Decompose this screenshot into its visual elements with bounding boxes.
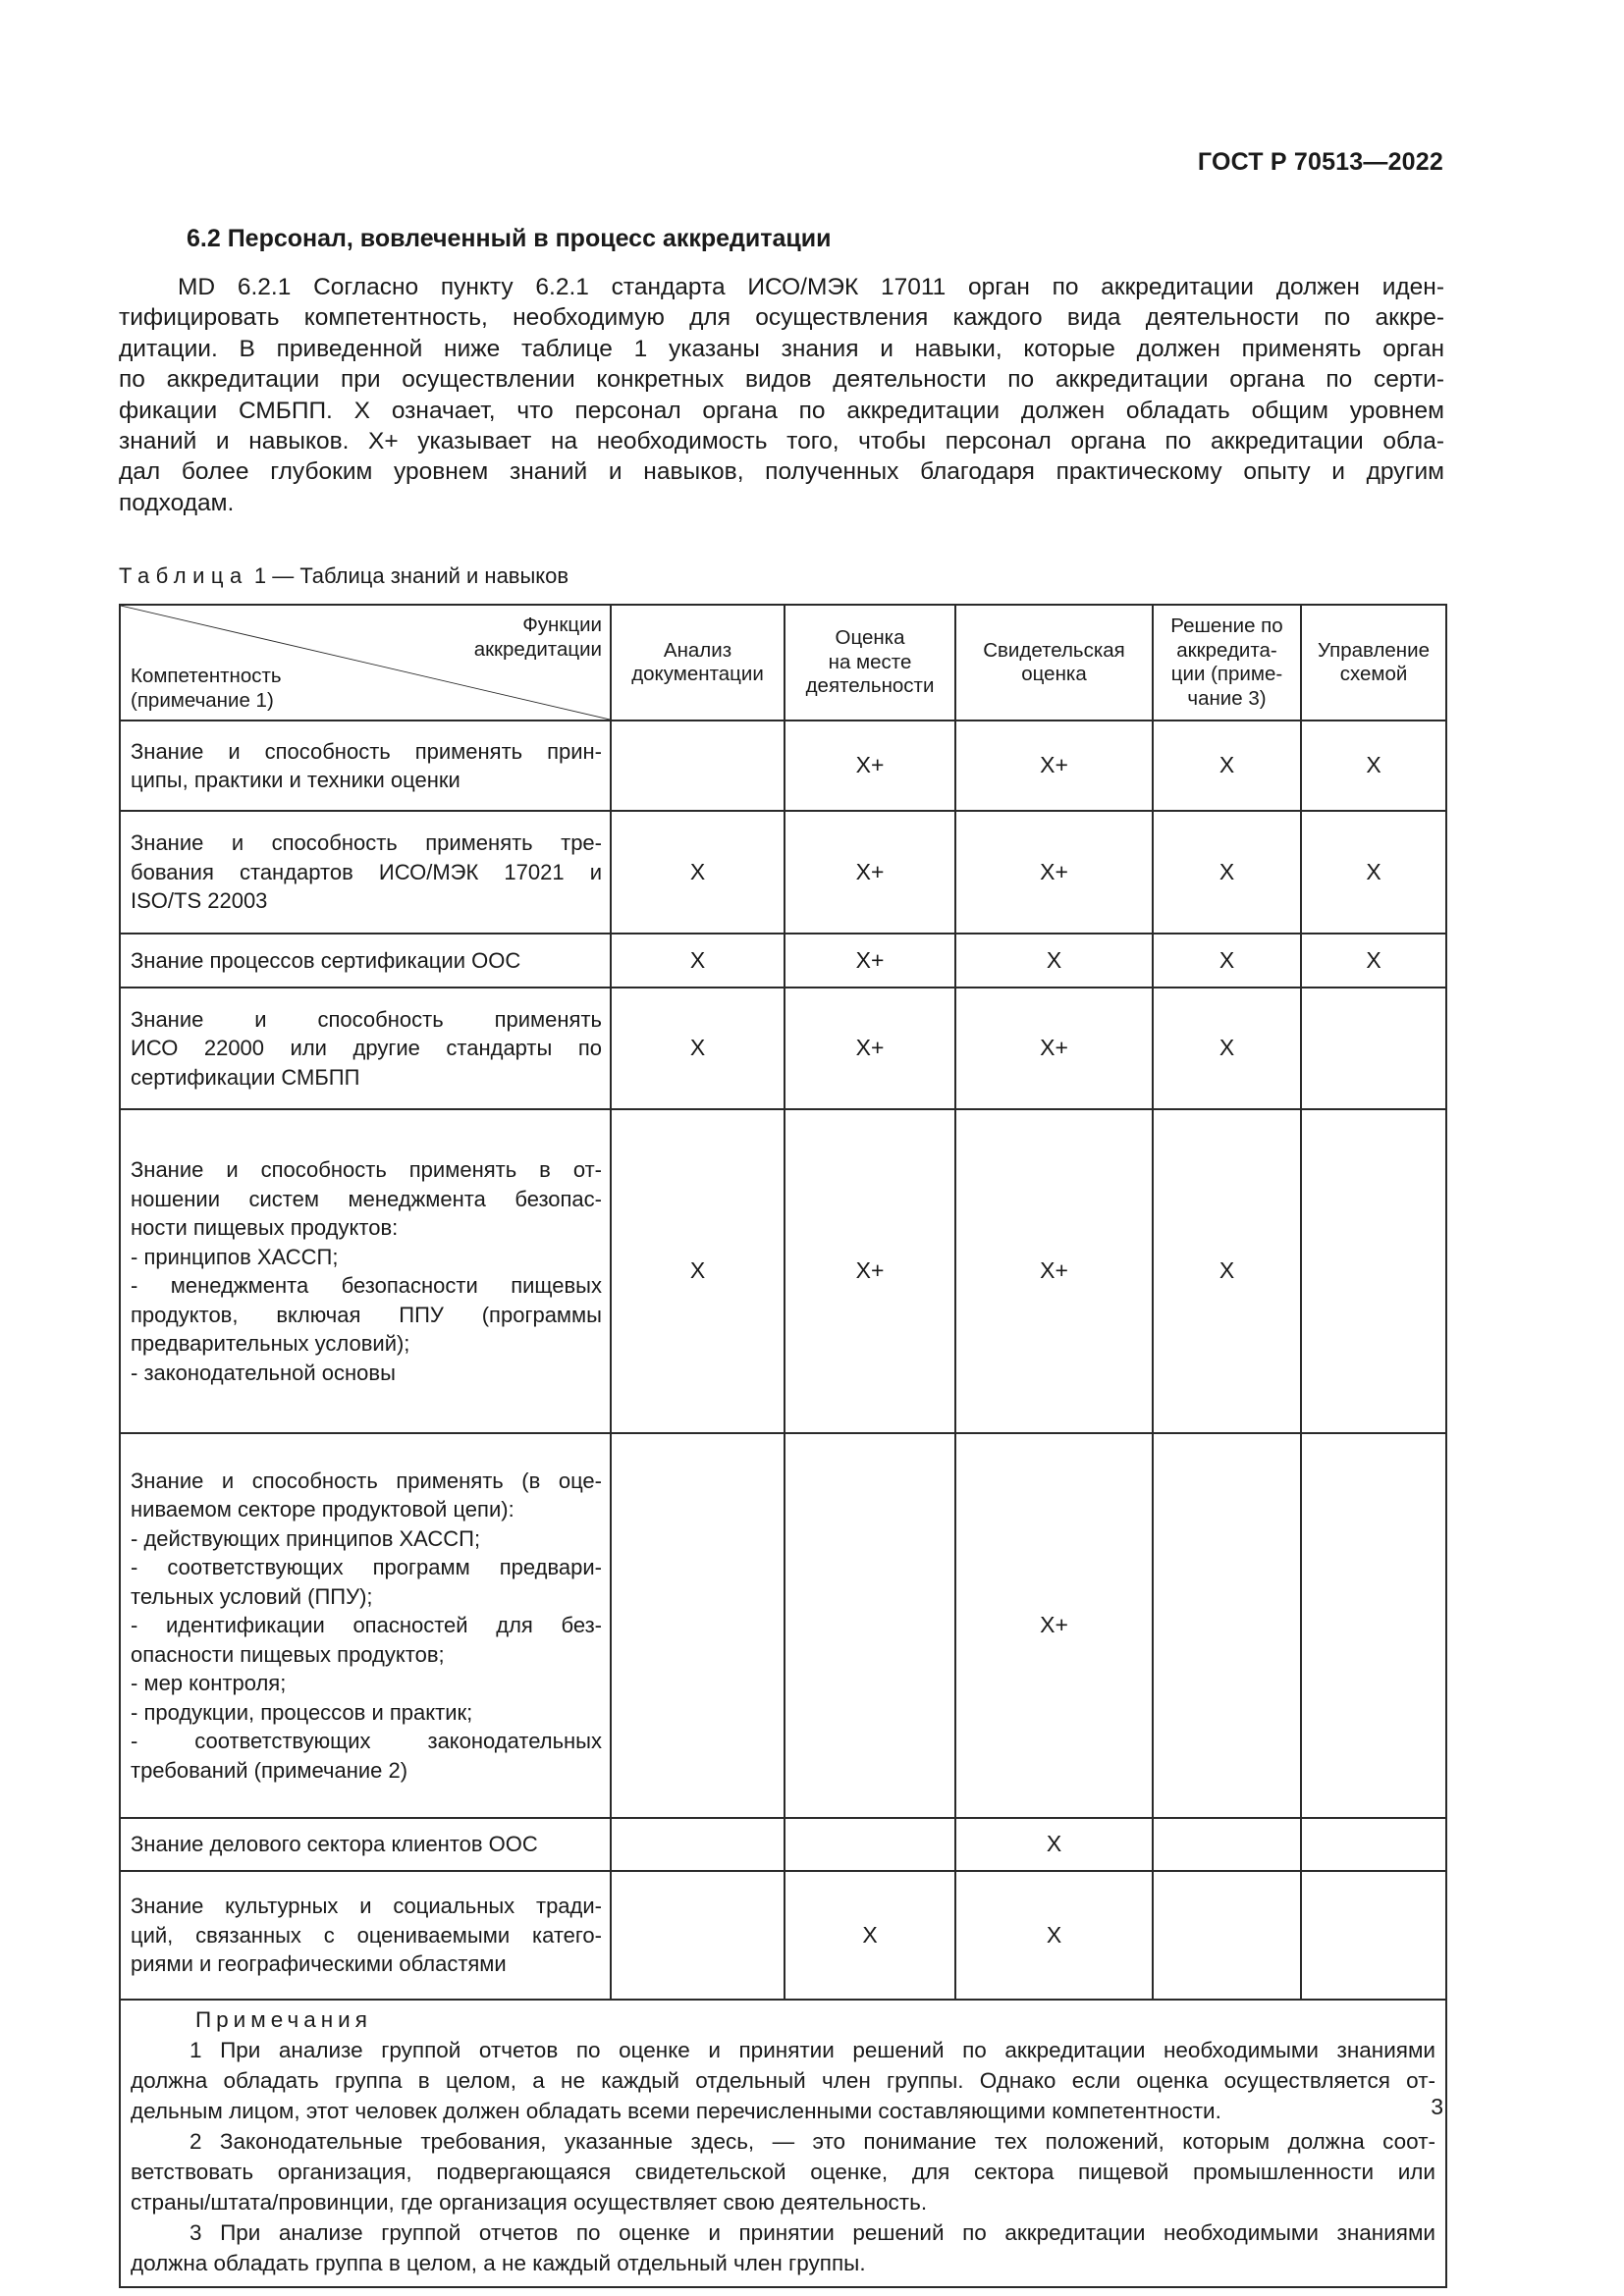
notes-cell <box>120 2000 1446 2287</box>
note-line: 1 При анализе группой отчетов по оценке и принятии решений по аккредитации необходимыми знаниями <box>189 2038 1435 2062</box>
mark-cell: X+ <box>955 721 1153 811</box>
mark-cell: X <box>611 1109 785 1433</box>
header-line: (примечание 1) <box>131 688 274 712</box>
note-line: должна обладать группа в целом, а не каждый отдельный член группы. Однако если оценка осуществляется от- <box>131 2068 1435 2093</box>
competence-line: Знание делового сектора клиентов ООС <box>131 1832 538 1857</box>
column-header <box>611 605 785 721</box>
mark-cell: X+ <box>785 1109 955 1433</box>
competence-line: тельных условий (ППУ); <box>131 1583 373 1609</box>
mark-cell <box>1153 1818 1301 1871</box>
competence-line: - соответствующих программ предвари- <box>131 1555 602 1580</box>
mark-cell <box>785 1433 955 1818</box>
header-line: оценка <box>1021 663 1087 685</box>
intro-paragraph <box>119 272 1444 518</box>
intro-line: фикации СМБПП. X означает, что персонал органа по аккредитации должен обладать общим уровнем <box>119 397 1444 424</box>
competence-line: ципы, практики и техники оценки <box>131 768 460 792</box>
mark-cell: X <box>955 934 1153 988</box>
competence-line: ISO/TS 22003 <box>131 888 268 914</box>
competence-line: ниваемом секторе продуктовой цепи): <box>131 1497 514 1522</box>
competence-cell <box>120 988 611 1109</box>
mark-cell: X <box>1153 811 1301 934</box>
competence-line: Знание и способность применять (в оце- <box>131 1468 602 1493</box>
table-row <box>120 721 1446 811</box>
mark-cell: X+ <box>955 988 1153 1109</box>
competence-line: - действующих принципов ХАССП; <box>131 1525 481 1551</box>
competence-cell <box>120 721 611 811</box>
mark-cell: X+ <box>955 811 1153 934</box>
competence-line: Знание и способность применять <box>131 1006 602 1032</box>
table-header-row <box>120 605 1446 721</box>
mark-cell: X <box>1153 1109 1301 1433</box>
intro-line: знаний и навыков. X+ указывает на необходимость того, чтобы персонал органа по аккредитации обла- <box>119 428 1444 455</box>
mark-cell <box>785 1818 955 1871</box>
table-row <box>120 1818 1446 1871</box>
table-caption <box>119 563 568 589</box>
table-caption-label: Таблица <box>119 563 248 588</box>
competence-line: риями и географическими областями <box>131 1951 507 1977</box>
corner-competence-label <box>131 665 282 713</box>
mark-cell: X <box>1301 934 1446 988</box>
header-line: Функции <box>522 614 602 636</box>
competence-line: Знание и способность применять прин- <box>131 738 602 764</box>
header-line: Компетентность <box>131 665 282 687</box>
mark-cell: X <box>611 988 785 1109</box>
header-line: Решение по <box>1170 614 1283 637</box>
competence-line: - принципов ХАССП; <box>131 1244 339 1269</box>
intro-line: по аккредитации при осуществлении конкретных видов деятельности по аккредитации органа по серти- <box>119 366 1444 394</box>
mark-cell <box>611 1433 785 1818</box>
mark-cell: X+ <box>785 988 955 1109</box>
mark-cell <box>611 1871 785 2000</box>
header-line: Оценка <box>835 626 905 650</box>
competence-line: Знание культурных и социальных тради- <box>131 1894 602 1919</box>
header-line: Свидетельская <box>983 638 1125 662</box>
note-line: 3 При анализе группой отчетов по оценке и принятии решений по аккредитации необходимыми знаниями <box>189 2220 1435 2245</box>
column-header <box>1301 605 1446 721</box>
table-corner-cell <box>120 605 611 721</box>
mark-cell: X+ <box>785 721 955 811</box>
header-line: Анализ <box>663 638 732 662</box>
competence-cell <box>120 1109 611 1433</box>
column-header <box>785 605 955 721</box>
mark-cell: X <box>1153 721 1301 811</box>
mark-cell <box>1153 1871 1301 2000</box>
table-row <box>120 1109 1446 1433</box>
header-line: Управление <box>1318 638 1430 662</box>
competence-cell <box>120 1433 611 1818</box>
header-line: чание 3) <box>1187 686 1267 710</box>
column-header <box>955 605 1153 721</box>
competence-cell <box>120 811 611 934</box>
table-row <box>120 934 1446 988</box>
intro-line: дитации. В приведенной ниже таблице 1 указаны знания и навыки, которые должен применять орган <box>119 335 1444 362</box>
mark-cell <box>1301 988 1446 1109</box>
note-line: ветствовать организация, подвергающаяся свидетельской оценке, для сектора пищевой промышленности или <box>131 2160 1435 2184</box>
section-title: 6.2 Персонал, вовлеченный в процесс аккредитации <box>187 225 832 252</box>
competence-line: - законодательной основы <box>131 1360 396 1385</box>
competence-line: бования стандартов ИСО/МЭК 17021 и <box>131 859 602 884</box>
competence-line: - продукции, процессов и практик; <box>131 1699 473 1725</box>
competence-line: предварительных условий); <box>131 1331 410 1356</box>
header-line: аккредита- <box>1176 638 1277 662</box>
mark-cell: X <box>1153 988 1301 1109</box>
mark-cell <box>1301 1109 1446 1433</box>
mark-cell <box>1153 1433 1301 1818</box>
intro-line: подходам. <box>119 489 235 516</box>
competence-line: продуктов, включая ППУ (программы <box>131 1302 602 1327</box>
competence-cell <box>120 1818 611 1871</box>
competence-line: - менеджмента безопасности пищевых <box>131 1273 602 1298</box>
mark-cell <box>1301 1433 1446 1818</box>
competence-line: - соответствующих законодательных <box>131 1729 602 1754</box>
notes-row <box>120 2000 1446 2287</box>
note-line: дельным лицом, этот человек должен обладать всеми перечисленными составляющими компетентности. <box>131 2099 1221 2123</box>
mark-cell: X+ <box>785 934 955 988</box>
competence-line: ности пищевых продуктов: <box>131 1215 399 1240</box>
header-line: аккредитации <box>473 637 602 661</box>
competence-line: - мер контроля; <box>131 1671 287 1696</box>
mark-cell: X <box>1301 721 1446 811</box>
page-number: 3 <box>1431 2094 1443 2119</box>
note-line: 2 Законодательные требования, указанные здесь, — это понимание тех положений, которым должна соот- <box>189 2129 1435 2154</box>
competence-line: Знание процессов сертификации ООС <box>131 947 521 973</box>
corner-functions-label <box>474 614 602 662</box>
competence-line: сертификации СМБПП <box>131 1064 360 1090</box>
mark-cell <box>1301 1871 1446 2000</box>
competence-line: - идентификации опасностей для без- <box>131 1613 602 1638</box>
competence-line: ИСО 22000 или другие стандарты по <box>131 1036 602 1061</box>
note-line: должна обладать группа в целом, а не каждый отдельный член группы. <box>131 2251 866 2275</box>
mark-cell: X+ <box>785 811 955 934</box>
intro-line: тифицировать компетентность, необходимую для осуществления каждого вида деятельности по аккре- <box>119 304 1444 332</box>
knowledge-skills-table <box>119 604 1447 2288</box>
mark-cell: X+ <box>955 1109 1153 1433</box>
mark-cell: X <box>955 1818 1153 1871</box>
mark-cell: X <box>1301 811 1446 934</box>
header-line: на месте <box>828 650 912 673</box>
table-row <box>120 1871 1446 2000</box>
mark-cell: X+ <box>955 1433 1153 1818</box>
mark-cell <box>611 721 785 811</box>
header-line: ции (приме- <box>1170 663 1283 685</box>
mark-cell: X <box>785 1871 955 2000</box>
competence-line: ций, связанных с оцениваемыми катего- <box>131 1922 602 1948</box>
mark-cell: X <box>611 934 785 988</box>
competence-line: ношении систем менеджмента безопас- <box>131 1186 602 1211</box>
mark-cell <box>611 1818 785 1871</box>
notes-heading: Примечания <box>195 2007 372 2032</box>
competence-line: Знание и способность применять тре- <box>131 830 602 856</box>
header-line: документации <box>631 663 764 685</box>
table-row <box>120 811 1446 934</box>
note-line: страны/штата/провинции, где организация осуществляет свою деятельность. <box>131 2190 928 2215</box>
header-line: схемой <box>1339 663 1408 685</box>
mark-cell: X <box>611 811 785 934</box>
intro-line: дал более глубоким уровнем знаний и навыков, полученных благодаря практическому опыту и другим <box>119 458 1444 486</box>
table-row <box>120 1433 1446 1818</box>
mark-cell <box>1301 1818 1446 1871</box>
intro-line: MD 6.2.1 Согласно пункту 6.2.1 стандарта ИСО/МЭК 17011 орган по аккредитации должен иден- <box>178 274 1444 300</box>
mark-cell: X <box>1153 934 1301 988</box>
competence-cell <box>120 934 611 988</box>
table-row <box>120 988 1446 1109</box>
competence-line: Знание и способность применять в от- <box>131 1157 602 1182</box>
header-line: деятельности <box>805 674 935 698</box>
table-caption-text: 1 — Таблица знаний и навыков <box>247 563 569 588</box>
competence-line: требований (примечание 2) <box>131 1757 408 1783</box>
document-code: ГОСТ Р 70513—2022 <box>1197 148 1443 176</box>
mark-cell: X <box>955 1871 1153 2000</box>
competence-cell <box>120 1871 611 2000</box>
competence-line: опасности пищевых продуктов; <box>131 1641 445 1667</box>
column-header <box>1153 605 1301 721</box>
